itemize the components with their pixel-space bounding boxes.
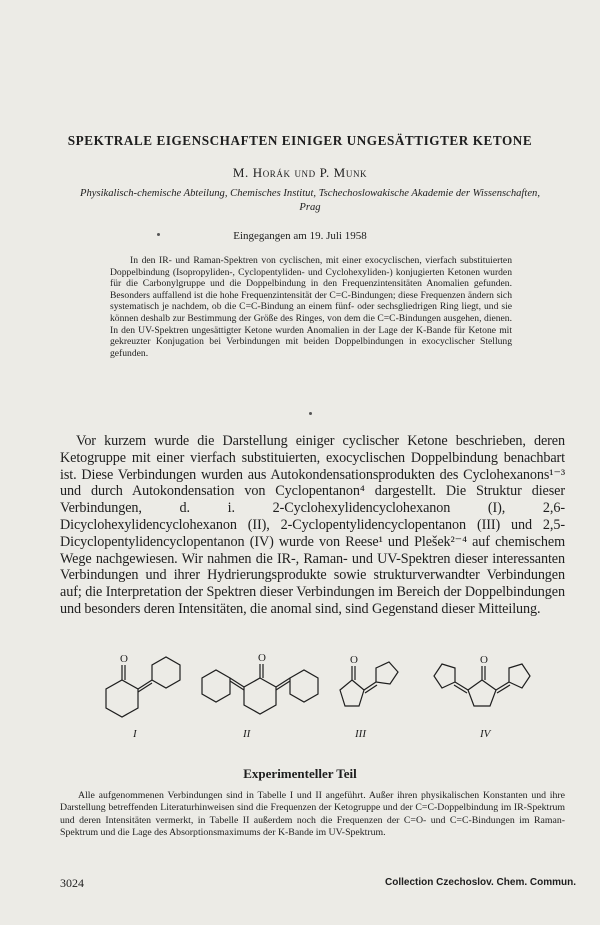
journal-name: Collection Czechoslov. Chem. Commun. xyxy=(385,877,576,888)
structure-iv xyxy=(434,654,530,706)
affiliation: Physikalisch-chemische Abteilung, Chemisches Institut, Tschechoslowakische Akademie der Wissenschaften, Prag xyxy=(80,188,540,213)
svg-text:O: O xyxy=(258,652,266,664)
svg-text:O: O xyxy=(120,653,128,665)
received-date: Eingegangen am 19. Juli 1958 xyxy=(233,230,367,242)
abstract: In den IR- und Raman-Spektren von cyclischen, mit einer exocyclischen, vierfach substituierten Doppelbindung (Isopropyliden-, Cyclopentyliden- und Cyclohexyliden-) konjugierten Ketonen wurden für die Carbonylgruppe und die Doppelbindung in den Frequenzintensitäten Anomalien gefunden. Besonders auffallend ist die hohe Frequenzintensität der C=C-Bindungen; diese Frequenzen ändern sich systematisch je nachdem, ob die C=C-Bindung an einem fünf- oder sechsgliedrigen Ring liegt, und sie können deshalb zur Bestimmung der Größe des Ringes, von dem die C=C-Bindungen ausgehen, dienen. In den UV-Spektren ungesättigter Ketone wurden Anomalien in der Lage der K-Bande für Ketone mit gekreuzter Konjugation bei Verbindungen mit beiden Doppelbindungen in exocyclischer Stellung gefunden. xyxy=(110,255,512,359)
speck xyxy=(309,412,312,415)
svg-text:O: O xyxy=(480,654,488,666)
intro-paragraph: Vor kurzem wurde die Darstellung einiger cyclischer Ketone beschrieben, deren Ketogruppe mit einer vierfach substituierten, exocyclischen Doppelbindung benachbart ist. Diese Verbindungen wurden aus Autokondensationsprodukten des Cyclohexanons¹⁻³ und durch Autokondensation von Cyclopentanon⁴ dargestellt. Die Struktur dieser Verbindungen, d. i. 2-Cyclohexylidencyclohexanon (I), 2,6-Dicyclohexylidencyclohexanon (II), 2-Cyclopentylidencyclopentanon (III) und 2,5-Dicyclopentylidencyclopentanon (IV) wurde von Reese¹ und Plešek²⁻⁴ auf chemischem Wege nachgewiesen. Wir nahmen die IR-, Raman- und UV-Spektren dieser interessanten Verbindungen und ihrer Hydrierungsprodukte sowie strukturverwandter Verbindungen auf; die Interpretation der Spektren dieser Verbindungen im Bereich der Doppelbindungen und besonders deren Intensitäten, die anomal sind, sind Gegenstand dieser Mitteilung. xyxy=(60,433,565,617)
label-ii: II xyxy=(243,728,251,740)
structure-iii xyxy=(340,654,398,706)
label-i: I xyxy=(133,728,137,740)
structure-ii xyxy=(202,652,318,714)
label-iii: III xyxy=(355,728,366,740)
authors: M. Horák und P. Munk xyxy=(232,165,368,180)
section-title: Experimenteller Teil xyxy=(243,766,357,781)
label-iv: IV xyxy=(480,728,491,740)
paper-title: SPEKTRALE EIGENSCHAFTEN EINIGER UNGESÄTTIGTER KETONE xyxy=(67,133,533,148)
section-text: Alle aufgenommenen Verbindungen sind in Tabelle I und II angeführt. Außer ihren physikalischen Konstanten und ihre Darstellung betreffenden Literaturhinweisen sind die Frequenzen der Ketogruppe und der C=C-Doppelbindung im IR-Spektrum und deren Intensitäten vermerkt, in Tabelle II außerdem noch die Frequenzen der C=O- und C=C-Bindungen im Raman-Spektrum und die Lage des Absorptionsmaximums der K-Bande im UV-Spektrum. xyxy=(60,790,565,839)
structure-i xyxy=(106,653,180,717)
svg-text:O: O xyxy=(350,654,358,666)
page-number: 3024 xyxy=(60,876,84,890)
